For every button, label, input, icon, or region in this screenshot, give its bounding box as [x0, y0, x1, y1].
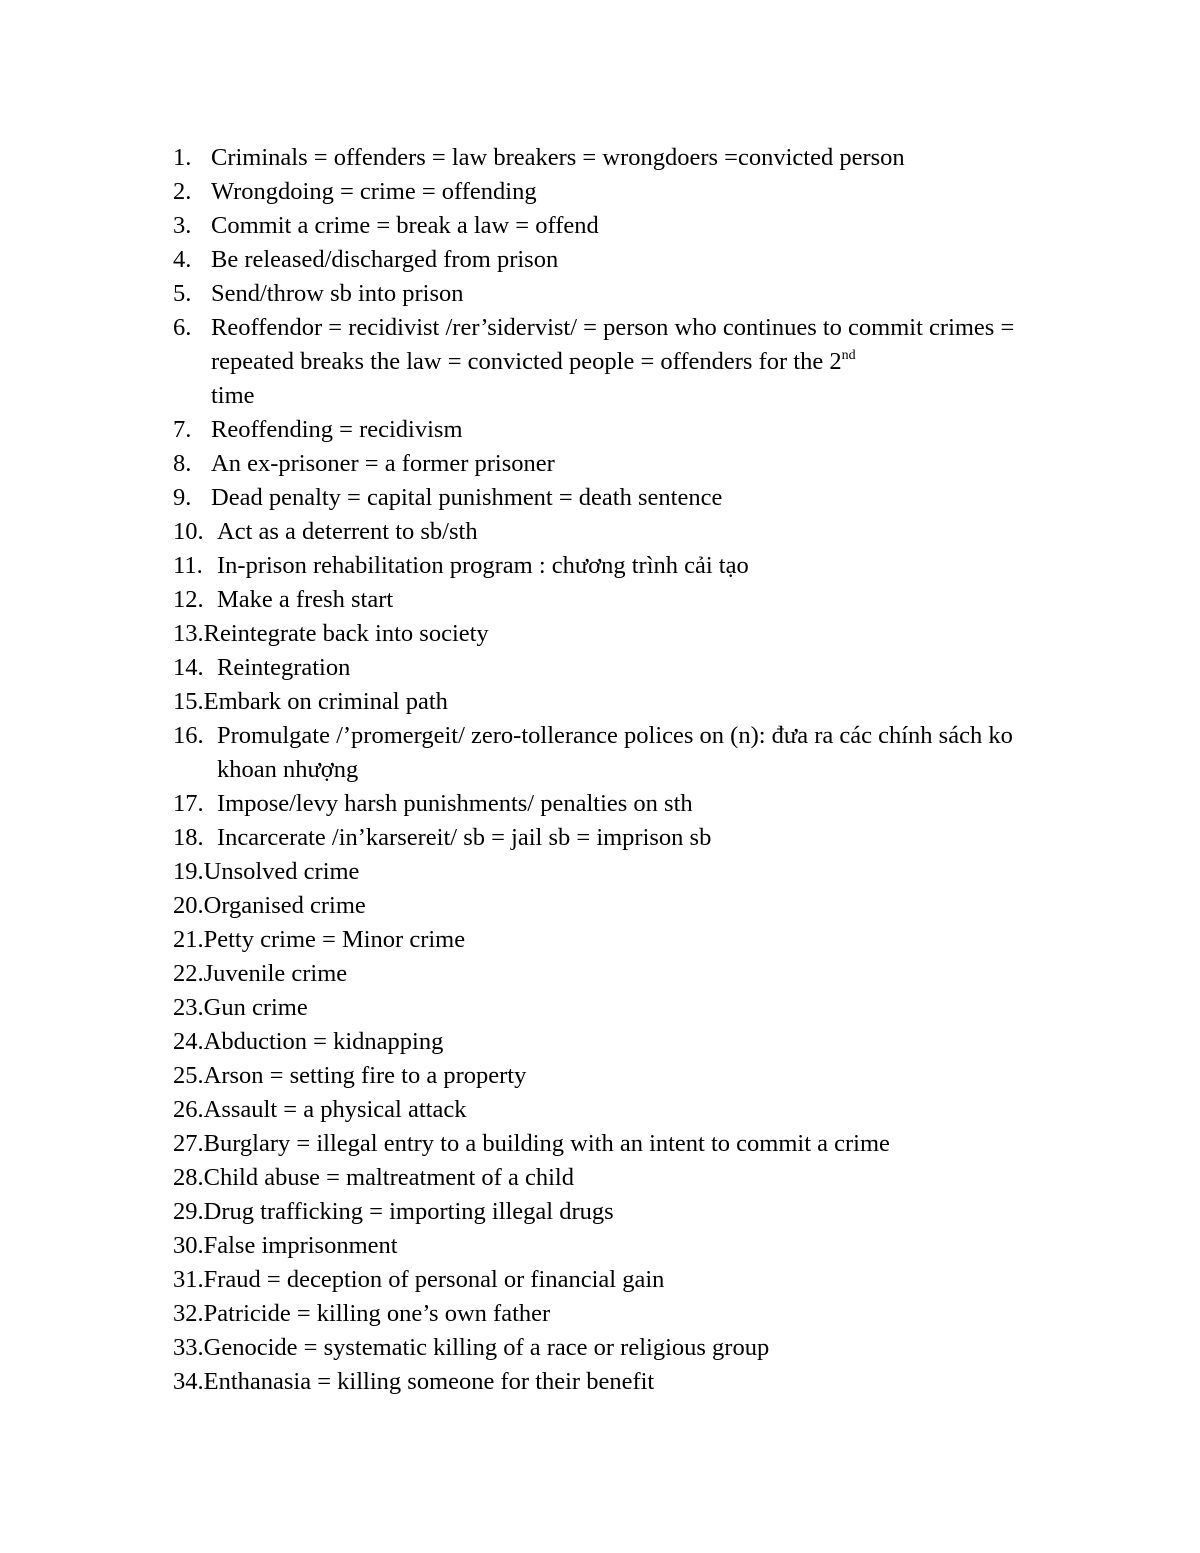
- list-item: [173, 243, 1073, 277]
- item-text: Drug trafficking = importing illegal drugs: [203, 1198, 614, 1225]
- list-item: [173, 447, 1073, 481]
- item-number: 1.: [173, 144, 192, 171]
- item-text: Commit a crime = break a law = offend: [211, 212, 599, 239]
- list-item: [173, 787, 1073, 821]
- item-number: 17.: [173, 790, 204, 817]
- item-text: Send/throw sb into prison: [211, 280, 464, 307]
- ordinal-suffix: nd: [841, 348, 856, 363]
- item-text: Dead penalty = capital punishment = death sentence: [211, 484, 723, 511]
- list-item: [173, 311, 1073, 413]
- list-item: [173, 1365, 1073, 1399]
- item-text: Organised crime: [203, 892, 366, 919]
- item-number: 20.: [173, 892, 204, 919]
- item-text-main: Reoffendor = recidivist /rer’sidervist/ = person who continues to commit crimes = repeated breaks the law = convicted people = offenders for the 2: [211, 314, 1015, 375]
- list-item: [173, 617, 1073, 651]
- list-item: [173, 481, 1073, 515]
- item-text: Patricide = killing one’s own father: [203, 1300, 551, 1327]
- item-text: Criminals = offenders = law breakers = wrongdoers =convicted person: [211, 144, 905, 171]
- list-item: [173, 855, 1073, 889]
- item-text: Be released/discharged from prison: [211, 246, 559, 273]
- item-text: Reintegrate back into society: [203, 620, 489, 647]
- item-text: Child abuse = maltreatment of a child: [203, 1164, 574, 1191]
- list-item: [173, 1229, 1073, 1263]
- item-text: In-prison rehabilitation program : chương trình cải tạo: [217, 552, 749, 579]
- item-text: Make a fresh start: [217, 586, 394, 613]
- item-text: Unsolved crime: [203, 858, 360, 885]
- item-number: 23.: [173, 994, 204, 1021]
- list-item: [173, 651, 1073, 685]
- item-text: Incarcerate /in’karsereit/ sb = jail sb = imprison sb: [217, 824, 712, 851]
- item-text-continued: time: [211, 382, 255, 409]
- item-number: 19.: [173, 858, 204, 885]
- item-number: 5.: [173, 280, 192, 307]
- item-number: 7.: [173, 416, 192, 443]
- list-item: [173, 1263, 1073, 1297]
- list-item: [173, 141, 1073, 175]
- item-number: 4.: [173, 246, 192, 273]
- item-number: 30.: [173, 1232, 204, 1259]
- list-item: [173, 991, 1073, 1025]
- item-text: Arson = setting fire to a property: [203, 1062, 527, 1089]
- item-number: 28.: [173, 1164, 204, 1191]
- list-item: [173, 1331, 1073, 1365]
- item-text: An ex-prisoner = a former prisoner: [211, 450, 555, 477]
- item-number: 18.: [173, 824, 204, 851]
- item-number: 31.: [173, 1266, 204, 1293]
- vocabulary-list: [173, 141, 1073, 1399]
- item-number: 13.: [173, 620, 204, 647]
- list-item: [173, 277, 1073, 311]
- item-number: 27.: [173, 1130, 204, 1157]
- list-item: [173, 1059, 1073, 1093]
- item-number: 8.: [173, 450, 192, 477]
- item-number: 9.: [173, 484, 192, 511]
- item-text: Petty crime = Minor crime: [203, 926, 466, 953]
- list-item: [173, 209, 1073, 243]
- list-item: [173, 821, 1073, 855]
- list-item: [173, 1025, 1073, 1059]
- item-text: Juvenile crime: [203, 960, 348, 987]
- item-number: 25.: [173, 1062, 204, 1089]
- item-number: 24.: [173, 1028, 204, 1055]
- item-text: Act as a deterrent to sb/sth: [217, 518, 478, 545]
- item-number: 10.: [173, 518, 204, 545]
- item-number: 22.: [173, 960, 204, 987]
- item-number: 15.: [173, 688, 204, 715]
- item-number: 11.: [173, 552, 203, 579]
- list-item: [173, 413, 1073, 447]
- list-item: [173, 175, 1073, 209]
- item-text: Reoffending = recidivism: [211, 416, 463, 443]
- item-text: Burglary = illegal entry to a building with an intent to commit a crime: [203, 1130, 890, 1157]
- item-number: 14.: [173, 654, 204, 681]
- list-item: [173, 515, 1073, 549]
- list-item: [173, 719, 1073, 787]
- item-text: Embark on criminal path: [203, 688, 448, 715]
- item-text: Assault = a physical attack: [203, 1096, 467, 1123]
- item-text: False imprisonment: [203, 1232, 398, 1259]
- list-item: [173, 1195, 1073, 1229]
- list-item: [173, 583, 1073, 617]
- item-text: Genocide = systematic killing of a race or religious group: [203, 1334, 770, 1361]
- item-text: Enthanasia = killing someone for their benefit: [203, 1368, 655, 1395]
- item-text: Promulgate /’promergeit/ zero-tollerance polices on (n): đưa ra các chính sách ko khoan nhượng: [217, 722, 1013, 783]
- item-number: 26.: [173, 1096, 204, 1123]
- item-number: 16.: [173, 722, 204, 749]
- list-item: [173, 685, 1073, 719]
- list-item: [173, 549, 1073, 583]
- item-text: Reintegration: [217, 654, 351, 681]
- item-number: 21.: [173, 926, 204, 953]
- item-text: [211, 311, 1073, 413]
- list-item: [173, 889, 1073, 923]
- list-item: [173, 1297, 1073, 1331]
- item-number: 3.: [173, 212, 192, 239]
- list-item: [173, 923, 1073, 957]
- item-number: 12.: [173, 586, 204, 613]
- item-number: 32.: [173, 1300, 204, 1327]
- list-item: [173, 1093, 1073, 1127]
- item-number: 33.: [173, 1334, 204, 1361]
- item-text: Fraud = deception of personal or financial gain: [203, 1266, 665, 1293]
- item-text: Impose/levy harsh punishments/ penalties on sth: [217, 790, 693, 817]
- item-text: Wrongdoing = crime = offending: [211, 178, 537, 205]
- list-item: [173, 957, 1073, 991]
- item-number: 6.: [173, 314, 192, 341]
- list-item: [173, 1161, 1073, 1195]
- item-text: Gun crime: [203, 994, 308, 1021]
- item-number: 2.: [173, 178, 192, 205]
- item-number: 29.: [173, 1198, 204, 1225]
- item-number: 34.: [173, 1368, 204, 1395]
- item-text: Abduction = kidnapping: [203, 1028, 444, 1055]
- list-item: [173, 1127, 1073, 1161]
